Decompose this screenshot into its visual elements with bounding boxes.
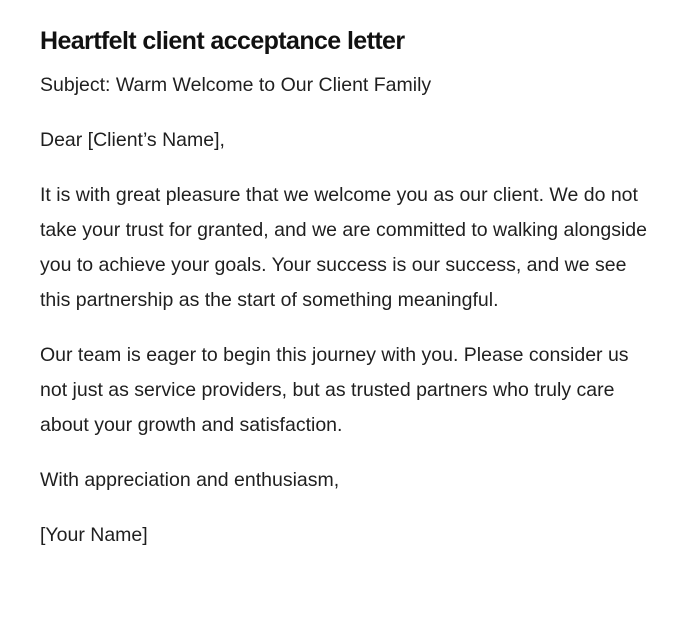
letter-signature: [Your Name]: [40, 524, 148, 546]
letter-paragraph-2: Our team is eager to begin this journey with you. Please consider us not just as service providers, but as trusted partners who truly care about your growth and satisfaction.: [40, 344, 629, 436]
letter-paragraph-1: It is with great pleasure that we welcome you as our client. We do not take your trust for granted, and we are committed to walking alongside you to achieve your goals. Your success is our success, and we see this partnership as the start of something meaningful.: [40, 184, 647, 311]
letter-subject: Subject: Warm Welcome to Our Client Family: [40, 74, 432, 96]
letter-document: [40, 24, 650, 573]
letter-salutation: Dear [Client’s Name],: [40, 129, 225, 151]
letter-title: Heartfelt client acceptance letter: [40, 27, 405, 55]
letter-closing: With appreciation and enthusiasm,: [40, 469, 340, 491]
